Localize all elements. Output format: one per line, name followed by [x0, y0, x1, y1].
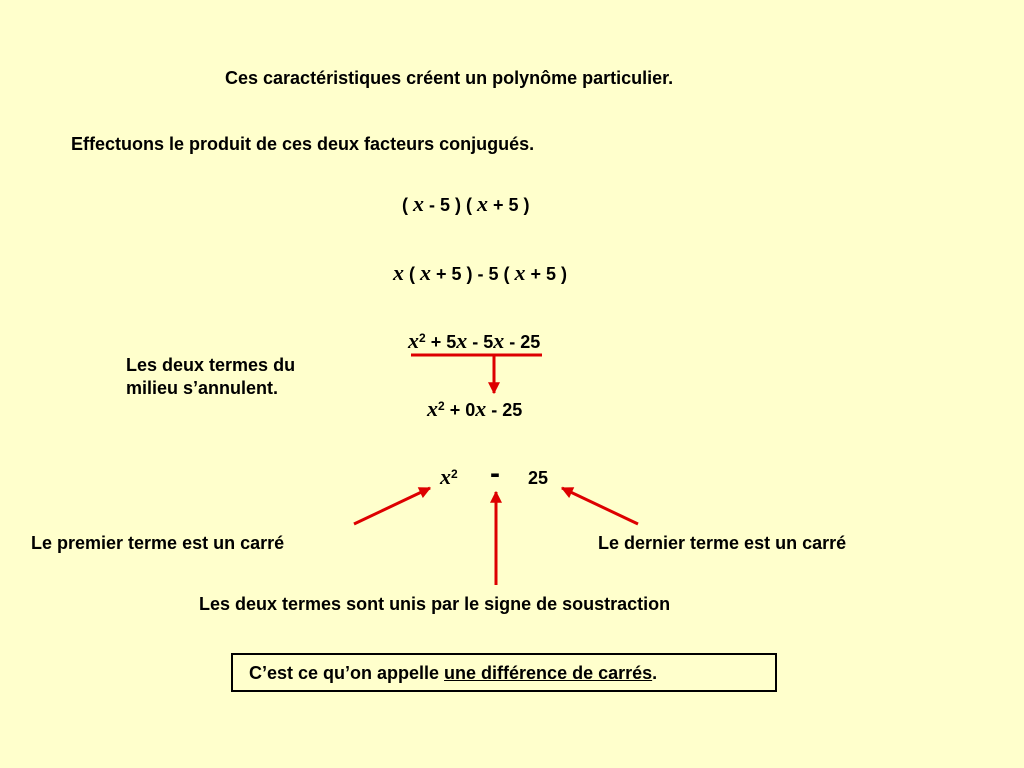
eq1-mid: - 5 ) (: [424, 195, 477, 215]
eq2-open: (: [404, 264, 420, 284]
arrow-to-first-term: [354, 488, 430, 524]
equation-simplified: [427, 398, 522, 421]
eq5-constant: 25: [528, 468, 549, 488]
eq2-var-b: x: [420, 260, 431, 285]
conclusion-after: .: [652, 663, 658, 683]
eq3-var-b: x: [456, 328, 468, 353]
eq2-var-c: x: [514, 260, 526, 285]
note-middle-line1: Les deux termes du: [126, 355, 296, 375]
conclusion-before: C’est ce qu’on appelle: [249, 663, 445, 683]
note-middle-line2: milieu s’annulent.: [126, 378, 279, 398]
eq5-first-term: [440, 466, 458, 489]
eq3-const: - 25: [504, 332, 541, 352]
eq4-const: - 25: [486, 400, 523, 420]
eq3-square: 2: [419, 331, 426, 345]
note-last-term: Le dernier terme est un carré: [598, 533, 847, 553]
arrow-to-constant: [562, 488, 638, 524]
eq4-plus: + 0: [444, 400, 476, 420]
eq5-square: 2: [451, 467, 458, 481]
eq3-plus: + 5: [425, 332, 457, 352]
eq4-var-a: x: [427, 396, 438, 421]
eq1-end: + 5 ): [488, 195, 530, 215]
conclusion-term: une différence de carrés: [444, 663, 653, 683]
eq1-var-b: x: [477, 191, 488, 216]
note-subtraction-sign: Les deux termes sont unis par le signe de soustraction: [199, 594, 671, 614]
equation-distributed: [393, 262, 567, 285]
note-first-term: Le premier terme est un carré: [31, 533, 285, 553]
eq5-var: x: [440, 464, 451, 489]
equation-expanded: [408, 330, 540, 353]
eq1-var-a: x: [413, 191, 424, 216]
eq3-minus: - 5: [467, 332, 494, 352]
eq5-minus-sign: -: [490, 457, 500, 490]
eq3-var-a: x: [408, 328, 419, 353]
intro-text: Effectuons le produit de ces deux facteurs conjugués.: [71, 134, 535, 154]
eq4-var-b: x: [475, 396, 487, 421]
eq2-end: + 5 ): [525, 264, 568, 284]
eq4-square: 2: [438, 399, 445, 413]
note-middle-terms: [126, 354, 295, 400]
eq2-mid: + 5 ) - 5 (: [431, 264, 515, 284]
conclusion-text: [249, 662, 657, 684]
eq2-var-a: x: [393, 260, 404, 285]
eq1-open: (: [402, 195, 413, 215]
eq3-var-c: x: [493, 328, 505, 353]
slide-title: Ces caractéristiques créent un polynôme particulier.: [225, 68, 674, 88]
equation-factored: [402, 193, 530, 216]
